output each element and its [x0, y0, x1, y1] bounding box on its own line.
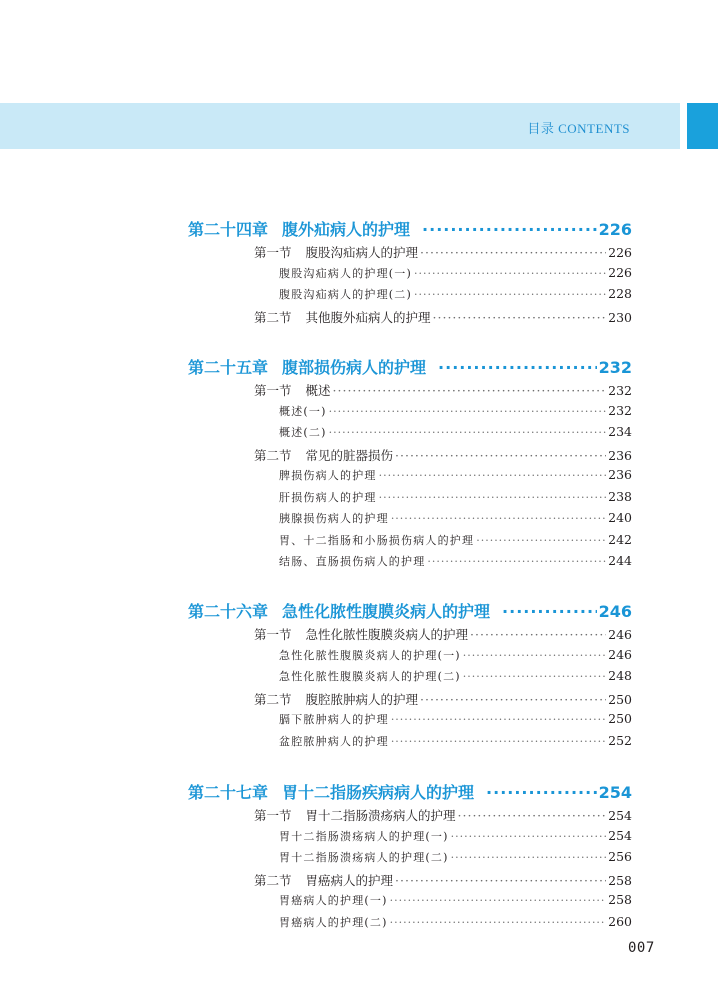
- section-entry-number: 第二节: [254, 309, 292, 325]
- subsection-entry[interactable]: [279, 553, 632, 569]
- subsection-entry-page: 238: [608, 488, 632, 504]
- leader-dots: [470, 627, 606, 642]
- section-entry-number: 第一节: [254, 627, 292, 642]
- chapter-entry[interactable]: [188, 355, 632, 378]
- subsection-entry-page: 240: [608, 510, 632, 525]
- leader-dots: [414, 267, 606, 280]
- subsection-entry[interactable]: [279, 510, 632, 526]
- section-entry[interactable]: [254, 381, 632, 399]
- subsection-entry-page: 250: [608, 711, 632, 726]
- section-entry-title: 腹腔脓肿病人的护理: [305, 691, 419, 707]
- section-entry[interactable]: [254, 690, 632, 708]
- chapter-entry-page: 226: [598, 220, 632, 239]
- subsection-entry[interactable]: [279, 403, 632, 419]
- section-entry[interactable]: [254, 243, 632, 261]
- subsection-entry-title: 概述(二): [279, 426, 327, 439]
- subsection-entry-page: 232: [608, 402, 632, 418]
- leader-dots: [458, 808, 607, 823]
- subsection-entry-page: 242: [608, 531, 632, 547]
- leader-dots: [333, 383, 607, 398]
- section-entry-title: 急性化脓性腹膜炎病人的护理: [305, 627, 469, 642]
- subsection-entry[interactable]: [279, 265, 632, 281]
- section-entry[interactable]: [254, 806, 632, 824]
- section-entry-number: 第二节: [254, 691, 292, 707]
- section-entry[interactable]: [254, 871, 632, 889]
- subsection-entry-page: 234: [608, 424, 632, 439]
- subsection-entry-page: 236: [608, 467, 632, 482]
- subsection-entry-title: 急性化脓性腹膜炎病人的护理(一): [279, 648, 461, 662]
- section-entry[interactable]: [254, 446, 632, 464]
- subsection-entry-page: 252: [608, 732, 632, 748]
- subsection-entry-title: 结肠、直肠损伤病人的护理: [279, 555, 426, 568]
- section-entry-page: 250: [608, 691, 632, 707]
- section-entry-page: 254: [608, 808, 632, 823]
- leader-dots: [391, 735, 606, 748]
- leader-dots: [433, 310, 607, 325]
- section-entry-title: 常见的脏器损伤: [305, 447, 394, 463]
- subsection-entry[interactable]: [279, 733, 632, 749]
- leader-dots: [476, 534, 606, 547]
- chapter-entry[interactable]: [188, 780, 632, 803]
- leader-dots: [486, 783, 597, 802]
- section-entry-number: 第一节: [254, 245, 292, 260]
- section-entry-page: 232: [608, 383, 632, 398]
- subsection-entry-page: 228: [608, 286, 632, 301]
- leader-dots: [391, 512, 606, 525]
- subsection-entry[interactable]: [279, 711, 632, 727]
- leader-dots: [379, 491, 607, 504]
- chapter-entry-title: 胃十二指肠疾病病人的护理: [282, 783, 475, 802]
- subsection-entry-page: 248: [608, 668, 632, 683]
- leader-dots: [329, 405, 607, 418]
- leader-dots: [422, 220, 597, 239]
- subsection-entry-page: 226: [608, 264, 632, 280]
- leader-dots: [329, 426, 607, 439]
- subsection-entry-title: 胃癌病人的护理(一): [279, 894, 388, 907]
- section-entry-number: 第二节: [254, 872, 292, 888]
- section-entry-page: 258: [608, 872, 632, 888]
- subsection-entry-title: 急性化脓性腹膜炎病人的护理(二): [279, 670, 461, 683]
- subsection-entry-title: 腹股沟疝病人的护理(二): [279, 288, 412, 301]
- page-title: 目录 CONTENTS: [527, 121, 630, 136]
- leader-dots: [427, 555, 606, 568]
- section-entry-page: 226: [608, 245, 632, 260]
- leader-dots: [390, 894, 607, 907]
- leader-dots: [463, 649, 606, 662]
- subsection-entry[interactable]: [279, 914, 632, 930]
- subsection-entry[interactable]: [279, 489, 632, 505]
- section-entry-number: 第一节: [254, 808, 292, 823]
- subsection-entry[interactable]: [279, 892, 632, 908]
- subsection-entry-page: 260: [608, 913, 632, 929]
- subsection-entry-title: 胃十二指肠溃疡病人的护理(一): [279, 829, 449, 843]
- subsection-entry-title: 腹股沟疝病人的护理(一): [279, 266, 412, 280]
- subsection-entry[interactable]: [279, 286, 632, 302]
- subsection-entry-title: 膈下脓肿病人的护理: [279, 713, 389, 726]
- subsection-entry-title: 肝损伤病人的护理: [279, 490, 377, 504]
- section-entry[interactable]: [254, 625, 632, 643]
- leader-dots: [414, 288, 606, 301]
- leader-dots: [502, 602, 597, 621]
- chapter-entry-title: 腹部损伤病人的护理: [282, 358, 427, 377]
- subsection-entry-page: 244: [608, 553, 632, 568]
- section-entry-title: 其他腹外疝病人的护理: [305, 309, 431, 325]
- leader-dots: [420, 245, 606, 260]
- chapter-entry-page: 232: [598, 358, 632, 377]
- chapter-entry-number: 第二十七章: [188, 783, 269, 802]
- chapter-entry-number: 第二十四章: [188, 220, 269, 239]
- subsection-entry[interactable]: [279, 828, 632, 844]
- chapter-entry-title: 腹外疝病人的护理: [282, 220, 411, 239]
- subsection-entry[interactable]: [279, 849, 632, 865]
- section-entry-page: 230: [608, 309, 632, 325]
- section-entry-page: 236: [608, 447, 632, 463]
- subsection-entry-title: 盆腔脓肿病人的护理: [279, 734, 389, 748]
- subsection-entry-title: 胃癌病人的护理(二): [279, 915, 388, 929]
- subsection-entry-title: 胰腺损伤病人的护理: [279, 512, 389, 525]
- chapter-entry-page: 254: [598, 783, 632, 802]
- leader-dots: [379, 469, 607, 482]
- subsection-entry-title: 胃、十二指肠和小肠损伤病人的护理: [279, 533, 475, 547]
- subsection-entry-title: 脾损伤病人的护理: [279, 469, 377, 482]
- subsection-entry-page: 258: [608, 892, 632, 907]
- leader-dots: [463, 670, 606, 683]
- chapter-entry-title: 急性化脓性腹膜炎病人的护理: [282, 602, 491, 621]
- subsection-entry-title: 概述(一): [279, 404, 327, 418]
- section-entry-title: 胃癌病人的护理: [305, 872, 394, 888]
- section-entry-number: 第一节: [254, 383, 292, 398]
- subsection-entry-title: 胃十二指肠溃疡病人的护理(二): [279, 851, 449, 864]
- subsection-entry[interactable]: [279, 532, 632, 548]
- leader-dots: [438, 358, 597, 377]
- section-entry[interactable]: [254, 308, 632, 326]
- subsection-entry[interactable]: [279, 668, 632, 684]
- leader-dots: [395, 448, 606, 463]
- chapter-entry-page: 246: [598, 602, 632, 621]
- subsection-entry-page: 246: [608, 646, 632, 662]
- subsection-entry-page: 256: [608, 849, 632, 864]
- subsection-entry[interactable]: [279, 647, 632, 663]
- section-entry-number: 第二节: [254, 447, 292, 463]
- subsection-entry[interactable]: [279, 424, 632, 440]
- chapter-entry-number: 第二十五章: [188, 358, 269, 377]
- leader-dots: [420, 692, 606, 707]
- leader-dots: [391, 713, 606, 726]
- section-entry-title: 胃十二指肠溃疡病人的护理: [305, 808, 456, 823]
- leader-dots: [451, 830, 607, 843]
- subsection-entry-page: 254: [608, 827, 632, 843]
- chapter-entry[interactable]: [188, 217, 632, 240]
- page-number: 007: [628, 940, 655, 956]
- section-entry-title: 概述: [305, 383, 331, 398]
- leader-dots: [451, 851, 607, 864]
- leader-dots: [395, 873, 606, 888]
- section-entry-title: 腹股沟疝病人的护理: [305, 245, 419, 260]
- chapter-entry-number: 第二十六章: [188, 602, 269, 621]
- chapter-entry[interactable]: [188, 599, 632, 622]
- subsection-entry[interactable]: [279, 467, 632, 483]
- leader-dots: [390, 916, 607, 929]
- section-entry-page: 246: [608, 627, 632, 642]
